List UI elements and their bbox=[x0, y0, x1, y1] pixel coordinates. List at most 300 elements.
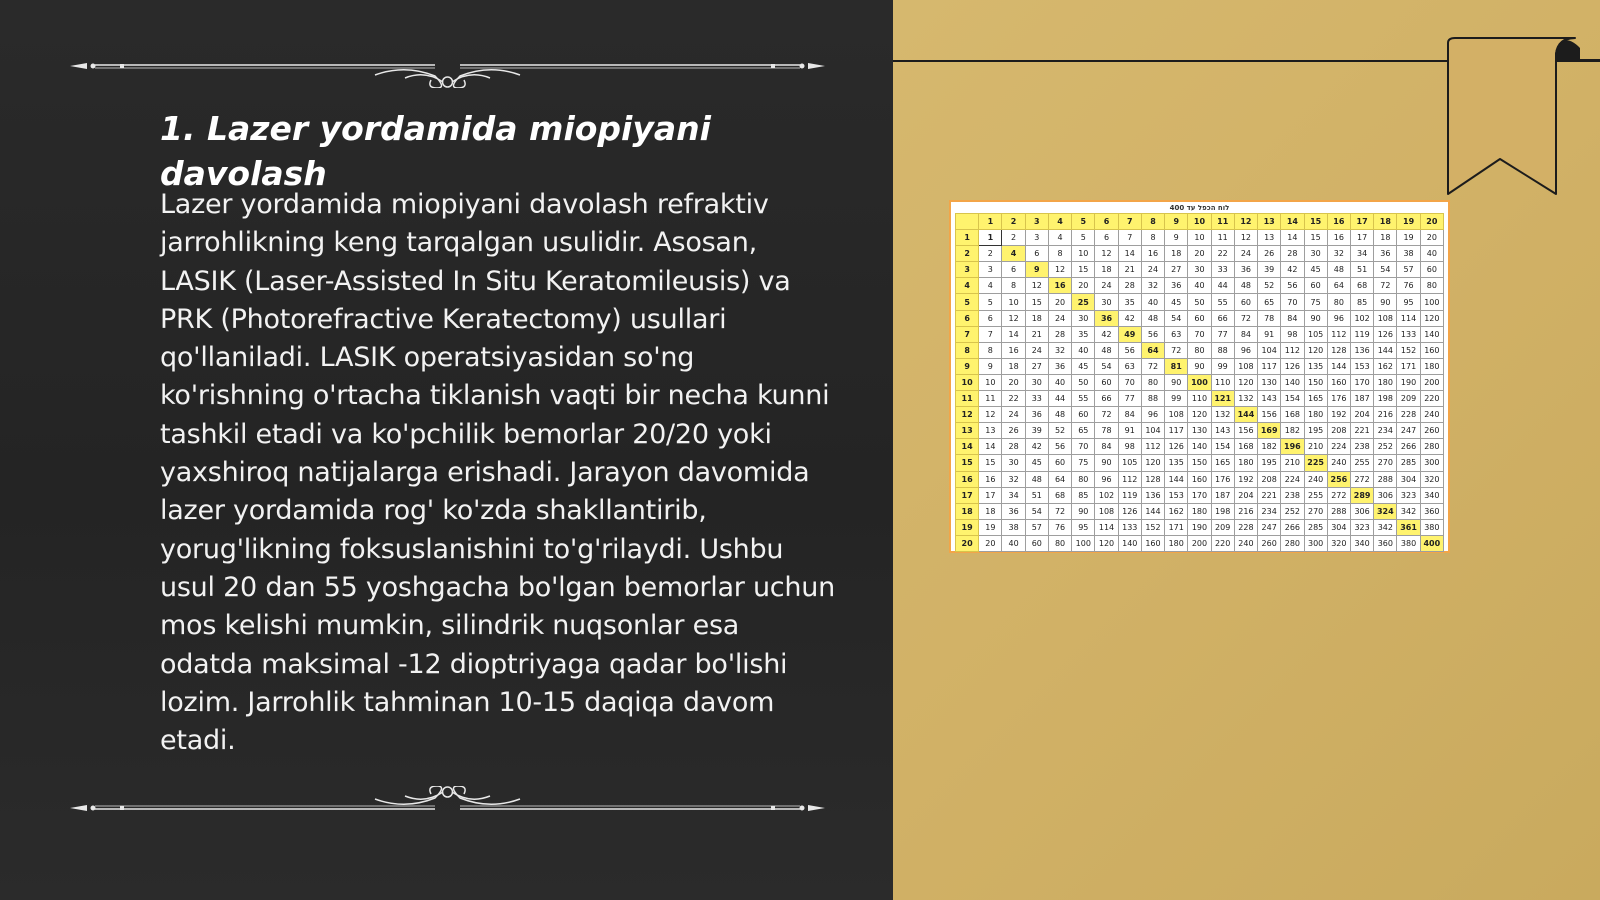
table-cell: 10 bbox=[1072, 246, 1095, 262]
table-cell: 380 bbox=[1420, 519, 1443, 535]
table-cell: 85 bbox=[1072, 487, 1095, 503]
table-cell: 154 bbox=[1211, 439, 1234, 455]
table-corner bbox=[956, 214, 979, 230]
table-cell: 17 bbox=[979, 487, 1002, 503]
table-cell: 342 bbox=[1374, 519, 1397, 535]
table-cell: 12 bbox=[1095, 246, 1118, 262]
table-cell: 80 bbox=[1048, 535, 1071, 551]
table-cell: 12 bbox=[1025, 278, 1048, 294]
table-cell: 55 bbox=[1211, 294, 1234, 310]
table-cell: 300 bbox=[1420, 455, 1443, 471]
row-header: 20 bbox=[956, 535, 979, 551]
table-cell: 256 bbox=[1327, 471, 1350, 487]
table-cell: 169 bbox=[1258, 423, 1281, 439]
row-header: 15 bbox=[956, 455, 979, 471]
table-cell: 48 bbox=[1048, 407, 1071, 423]
table-cell: 75 bbox=[1072, 455, 1095, 471]
table-cell: 16 bbox=[1002, 342, 1025, 358]
table-cell: 130 bbox=[1188, 423, 1211, 439]
table-cell: 20 bbox=[1072, 278, 1095, 294]
table-cell: 99 bbox=[1165, 391, 1188, 407]
row-header: 11 bbox=[956, 391, 979, 407]
table-cell: 143 bbox=[1211, 423, 1234, 439]
table-cell: 238 bbox=[1350, 439, 1373, 455]
table-cell: 9 bbox=[979, 358, 1002, 374]
table-cell: 50 bbox=[1072, 374, 1095, 390]
table-row bbox=[956, 391, 1444, 407]
table-cell: 14 bbox=[1002, 326, 1025, 342]
table-cell: 15 bbox=[1025, 294, 1048, 310]
table-cell: 20 bbox=[1420, 230, 1443, 246]
column-header: 1 bbox=[979, 214, 1002, 230]
table-cell: 72 bbox=[1165, 342, 1188, 358]
table-cell: 324 bbox=[1374, 503, 1397, 519]
table-cell: 144 bbox=[1141, 503, 1164, 519]
table-cell: 36 bbox=[1048, 358, 1071, 374]
table-cell: 140 bbox=[1188, 439, 1211, 455]
table-cell: 400 bbox=[1420, 535, 1443, 551]
column-header: 10 bbox=[1188, 214, 1211, 230]
table-cell: 180 bbox=[1165, 535, 1188, 551]
table-cell: 144 bbox=[1327, 358, 1350, 374]
table-cell: 108 bbox=[1374, 310, 1397, 326]
table-cell: 168 bbox=[1281, 407, 1304, 423]
table-cell: 238 bbox=[1281, 487, 1304, 503]
table-cell: 117 bbox=[1258, 358, 1281, 374]
table-cell: 42 bbox=[1025, 439, 1048, 455]
table-cell: 91 bbox=[1118, 423, 1141, 439]
table-cell: 78 bbox=[1095, 423, 1118, 439]
table-cell: 240 bbox=[1304, 471, 1327, 487]
table-cell: 40 bbox=[1072, 342, 1095, 358]
table-cell: 30 bbox=[1072, 310, 1095, 326]
table-cell: 52 bbox=[1258, 278, 1281, 294]
table-cell: 108 bbox=[1095, 503, 1118, 519]
table-cell: 17 bbox=[1350, 230, 1373, 246]
table-cell: 195 bbox=[1258, 455, 1281, 471]
table-cell: 102 bbox=[1095, 487, 1118, 503]
column-header: 8 bbox=[1141, 214, 1164, 230]
table-cell: 120 bbox=[1188, 407, 1211, 423]
table-cell: 100 bbox=[1188, 374, 1211, 390]
table-cell: 50 bbox=[1188, 294, 1211, 310]
table-cell: 15 bbox=[979, 455, 1002, 471]
table-cell: 208 bbox=[1258, 471, 1281, 487]
table-cell: 24 bbox=[1002, 407, 1025, 423]
multiplication-table-image bbox=[949, 200, 1450, 553]
row-header: 13 bbox=[956, 423, 979, 439]
table-cell: 48 bbox=[1141, 310, 1164, 326]
table-cell: 1 bbox=[979, 230, 1002, 246]
table-row bbox=[956, 278, 1444, 294]
table-cell: 136 bbox=[1350, 342, 1373, 358]
table-cell: 28 bbox=[1002, 439, 1025, 455]
row-header: 18 bbox=[956, 503, 979, 519]
table-cell: 300 bbox=[1304, 535, 1327, 551]
table-cell: 9 bbox=[1025, 262, 1048, 278]
row-header: 12 bbox=[956, 407, 979, 423]
table-cell: 35 bbox=[1072, 326, 1095, 342]
row-header: 5 bbox=[956, 294, 979, 310]
table-cell: 126 bbox=[1118, 503, 1141, 519]
column-header: 2 bbox=[1002, 214, 1025, 230]
table-cell: 180 bbox=[1374, 374, 1397, 390]
table-cell: 80 bbox=[1327, 294, 1350, 310]
table-cell: 36 bbox=[1095, 310, 1118, 326]
table-cell: 152 bbox=[1397, 342, 1420, 358]
table-cell: 24 bbox=[1095, 278, 1118, 294]
table-cell: 48 bbox=[1234, 278, 1257, 294]
table-cell: 44 bbox=[1048, 391, 1071, 407]
row-header: 4 bbox=[956, 278, 979, 294]
table-cell: 3 bbox=[979, 262, 1002, 278]
table-cell: 4 bbox=[1002, 246, 1025, 262]
table-cell: 266 bbox=[1281, 519, 1304, 535]
table-cell: 54 bbox=[1095, 358, 1118, 374]
table-row bbox=[956, 374, 1444, 390]
table-cell: 360 bbox=[1420, 503, 1443, 519]
table-row bbox=[956, 407, 1444, 423]
table-cell: 240 bbox=[1420, 407, 1443, 423]
table-row bbox=[956, 262, 1444, 278]
table-cell: 192 bbox=[1327, 407, 1350, 423]
table-cell: 9 bbox=[1165, 230, 1188, 246]
table-cell: 70 bbox=[1188, 326, 1211, 342]
table-cell: 80 bbox=[1141, 374, 1164, 390]
table-cell: 323 bbox=[1397, 487, 1420, 503]
table-cell: 252 bbox=[1281, 503, 1304, 519]
table-cell: 119 bbox=[1350, 326, 1373, 342]
table-cell: 34 bbox=[1350, 246, 1373, 262]
table-cell: 24 bbox=[1048, 310, 1071, 326]
table-cell: 112 bbox=[1281, 342, 1304, 358]
table-cell: 150 bbox=[1188, 455, 1211, 471]
table-cell: 99 bbox=[1211, 358, 1234, 374]
table-cell: 49 bbox=[1118, 326, 1141, 342]
table-cell: 288 bbox=[1327, 503, 1350, 519]
table-cell: 42 bbox=[1281, 262, 1304, 278]
table-cell: 21 bbox=[1025, 326, 1048, 342]
table-cell: 40 bbox=[1188, 278, 1211, 294]
table-cell: 7 bbox=[1118, 230, 1141, 246]
row-header: 2 bbox=[956, 246, 979, 262]
table-cell: 198 bbox=[1211, 503, 1234, 519]
table-cell: 20 bbox=[1048, 294, 1071, 310]
table-cell: 30 bbox=[1095, 294, 1118, 310]
table-cell: 132 bbox=[1234, 391, 1257, 407]
table-cell: 70 bbox=[1118, 374, 1141, 390]
row-header: 16 bbox=[956, 471, 979, 487]
table-cell: 198 bbox=[1374, 391, 1397, 407]
table-cell: 10 bbox=[1002, 294, 1025, 310]
table-cell: 156 bbox=[1258, 407, 1281, 423]
table-cell: 27 bbox=[1165, 262, 1188, 278]
table-cell: 76 bbox=[1397, 278, 1420, 294]
table-cell: 28 bbox=[1118, 278, 1141, 294]
bookmark-ribbon-icon bbox=[1430, 34, 1600, 204]
table-cell: 24 bbox=[1025, 342, 1048, 358]
table-cell: 96 bbox=[1141, 407, 1164, 423]
table-cell: 224 bbox=[1327, 439, 1350, 455]
table-cell: 255 bbox=[1350, 455, 1373, 471]
table-cell: 221 bbox=[1258, 487, 1281, 503]
table-cell: 114 bbox=[1397, 310, 1420, 326]
table-row bbox=[956, 294, 1444, 310]
table-cell: 162 bbox=[1374, 358, 1397, 374]
table-cell: 18 bbox=[1374, 230, 1397, 246]
table-cell: 56 bbox=[1281, 278, 1304, 294]
table-cell: 180 bbox=[1420, 358, 1443, 374]
table-cell: 98 bbox=[1281, 326, 1304, 342]
table-cell: 14 bbox=[1118, 246, 1141, 262]
table-cell: 8 bbox=[979, 342, 1002, 358]
table-cell: 36 bbox=[1165, 278, 1188, 294]
table-cell: 26 bbox=[1258, 246, 1281, 262]
table-cell: 24 bbox=[1234, 246, 1257, 262]
table-cell: 133 bbox=[1397, 326, 1420, 342]
table-cell: 34 bbox=[1002, 487, 1025, 503]
table-cell: 14 bbox=[1281, 230, 1304, 246]
table-cell: 76 bbox=[1048, 519, 1071, 535]
table-cell: 70 bbox=[1072, 439, 1095, 455]
table-row bbox=[956, 519, 1444, 535]
table-cell: 135 bbox=[1304, 358, 1327, 374]
table-cell: 270 bbox=[1374, 455, 1397, 471]
table-cell: 60 bbox=[1025, 535, 1048, 551]
table-cell: 95 bbox=[1072, 519, 1095, 535]
table-cell: 112 bbox=[1118, 471, 1141, 487]
table-cell: 120 bbox=[1141, 455, 1164, 471]
column-header: 15 bbox=[1304, 214, 1327, 230]
table-row bbox=[956, 230, 1444, 246]
table-cell: 20 bbox=[1002, 374, 1025, 390]
table-cell: 13 bbox=[1258, 230, 1281, 246]
table-cell: 204 bbox=[1350, 407, 1373, 423]
table-cell: 200 bbox=[1420, 374, 1443, 390]
table-cell: 4 bbox=[979, 278, 1002, 294]
table-cell: 140 bbox=[1420, 326, 1443, 342]
table-cell: 289 bbox=[1350, 487, 1373, 503]
table-cell: 160 bbox=[1188, 471, 1211, 487]
table-cell: 160 bbox=[1420, 342, 1443, 358]
table-cell: 12 bbox=[1048, 262, 1071, 278]
table-cell: 85 bbox=[1350, 294, 1373, 310]
table-cell: 30 bbox=[1304, 246, 1327, 262]
table-cell: 7 bbox=[979, 326, 1002, 342]
table-cell: 60 bbox=[1234, 294, 1257, 310]
table-cell: 3 bbox=[1025, 230, 1048, 246]
table-cell: 15 bbox=[1304, 230, 1327, 246]
table-cell: 280 bbox=[1281, 535, 1304, 551]
table-cell: 160 bbox=[1141, 535, 1164, 551]
table-cell: 28 bbox=[1281, 246, 1304, 262]
table-cell: 180 bbox=[1188, 503, 1211, 519]
table-cell: 182 bbox=[1281, 423, 1304, 439]
table-cell: 39 bbox=[1025, 423, 1048, 439]
table-cell: 228 bbox=[1397, 407, 1420, 423]
table-cell: 153 bbox=[1165, 487, 1188, 503]
table-cell: 72 bbox=[1374, 278, 1397, 294]
table-cell: 66 bbox=[1095, 391, 1118, 407]
table-cell: 40 bbox=[1048, 374, 1071, 390]
table-cell: 190 bbox=[1397, 374, 1420, 390]
column-header: 12 bbox=[1234, 214, 1257, 230]
table-cell: 260 bbox=[1420, 423, 1443, 439]
table-cell: 8 bbox=[1048, 246, 1071, 262]
table-cell: 15 bbox=[1072, 262, 1095, 278]
table-cell: 54 bbox=[1165, 310, 1188, 326]
table-cell: 19 bbox=[1397, 230, 1420, 246]
table-cell: 35 bbox=[1118, 294, 1141, 310]
table-cell: 176 bbox=[1211, 471, 1234, 487]
table-cell: 72 bbox=[1141, 358, 1164, 374]
table-cell: 51 bbox=[1025, 487, 1048, 503]
table-cell: 80 bbox=[1072, 471, 1095, 487]
table-cell: 2 bbox=[979, 246, 1002, 262]
table-cell: 120 bbox=[1304, 342, 1327, 358]
table-cell: 18 bbox=[979, 503, 1002, 519]
table-cell: 144 bbox=[1165, 471, 1188, 487]
table-cell: 80 bbox=[1420, 278, 1443, 294]
table-cell: 84 bbox=[1281, 310, 1304, 326]
table-cell: 216 bbox=[1234, 503, 1257, 519]
table-cell: 51 bbox=[1350, 262, 1373, 278]
table-cell: 18 bbox=[1095, 262, 1118, 278]
table-cell: 27 bbox=[1025, 358, 1048, 374]
table-cell: 153 bbox=[1350, 358, 1373, 374]
table-cell: 45 bbox=[1165, 294, 1188, 310]
table-cell: 180 bbox=[1234, 455, 1257, 471]
table-cell: 130 bbox=[1258, 374, 1281, 390]
table-cell: 171 bbox=[1397, 358, 1420, 374]
table-cell: 64 bbox=[1141, 342, 1164, 358]
table-cell: 144 bbox=[1234, 407, 1257, 423]
table-cell: 40 bbox=[1420, 246, 1443, 262]
column-header: 6 bbox=[1095, 214, 1118, 230]
table-cell: 200 bbox=[1188, 535, 1211, 551]
table-cell: 210 bbox=[1304, 439, 1327, 455]
table-cell: 340 bbox=[1420, 487, 1443, 503]
table-cell: 108 bbox=[1165, 407, 1188, 423]
row-header: 17 bbox=[956, 487, 979, 503]
table-cell: 342 bbox=[1397, 503, 1420, 519]
table-cell: 247 bbox=[1258, 519, 1281, 535]
table-row bbox=[956, 358, 1444, 374]
table-cell: 90 bbox=[1304, 310, 1327, 326]
table-cell: 220 bbox=[1211, 535, 1234, 551]
table-cell: 30 bbox=[1002, 455, 1025, 471]
table-cell: 190 bbox=[1188, 519, 1211, 535]
table-cell: 96 bbox=[1327, 310, 1350, 326]
table-cell: 143 bbox=[1258, 391, 1281, 407]
table-cell: 45 bbox=[1025, 455, 1048, 471]
row-header: 19 bbox=[956, 519, 979, 535]
table-cell: 40 bbox=[1002, 535, 1025, 551]
table-cell: 45 bbox=[1304, 262, 1327, 278]
table-cell: 6 bbox=[979, 310, 1002, 326]
table-cell: 288 bbox=[1374, 471, 1397, 487]
table-cell: 63 bbox=[1118, 358, 1141, 374]
table-cell: 72 bbox=[1234, 310, 1257, 326]
table-cell: 361 bbox=[1397, 519, 1420, 535]
table-cell: 380 bbox=[1397, 535, 1420, 551]
table-cell: 112 bbox=[1141, 439, 1164, 455]
table-cell: 195 bbox=[1304, 423, 1327, 439]
table-cell: 54 bbox=[1374, 262, 1397, 278]
table-cell: 81 bbox=[1165, 358, 1188, 374]
table-cell: 180 bbox=[1304, 407, 1327, 423]
table-cell: 36 bbox=[1374, 246, 1397, 262]
table-cell: 12 bbox=[979, 407, 1002, 423]
table-cell: 135 bbox=[1165, 455, 1188, 471]
table-row bbox=[956, 455, 1444, 471]
table-cell: 32 bbox=[1141, 278, 1164, 294]
multiplication-table bbox=[955, 213, 1444, 552]
table-cell: 60 bbox=[1095, 374, 1118, 390]
row-header: 8 bbox=[956, 342, 979, 358]
table-cell: 272 bbox=[1327, 487, 1350, 503]
table-cell: 98 bbox=[1118, 439, 1141, 455]
column-header: 14 bbox=[1281, 214, 1304, 230]
table-cell: 154 bbox=[1281, 391, 1304, 407]
table-row bbox=[956, 439, 1444, 455]
table-cell: 56 bbox=[1141, 326, 1164, 342]
table-cell: 6 bbox=[1025, 246, 1048, 262]
ornamental-divider-icon bbox=[65, 786, 830, 826]
table-cell: 38 bbox=[1002, 519, 1025, 535]
table-cell: 66 bbox=[1211, 310, 1234, 326]
table-cell: 132 bbox=[1211, 407, 1234, 423]
table-cell: 140 bbox=[1281, 374, 1304, 390]
table-cell: 60 bbox=[1304, 278, 1327, 294]
table-cell: 285 bbox=[1304, 519, 1327, 535]
table-cell: 28 bbox=[1048, 326, 1071, 342]
table-cell: 126 bbox=[1281, 358, 1304, 374]
table-cell: 63 bbox=[1165, 326, 1188, 342]
table-cell: 320 bbox=[1420, 471, 1443, 487]
table-cell: 187 bbox=[1350, 391, 1373, 407]
table-cell: 216 bbox=[1374, 407, 1397, 423]
table-cell: 102 bbox=[1350, 310, 1373, 326]
table-cell: 156 bbox=[1234, 423, 1257, 439]
table-cell: 70 bbox=[1281, 294, 1304, 310]
table-cell: 11 bbox=[979, 391, 1002, 407]
row-header: 6 bbox=[956, 310, 979, 326]
table-row bbox=[956, 326, 1444, 342]
table-cell: 209 bbox=[1397, 391, 1420, 407]
table-cell: 170 bbox=[1350, 374, 1373, 390]
table-cell: 90 bbox=[1072, 503, 1095, 519]
table-cell: 90 bbox=[1188, 358, 1211, 374]
table-cell: 110 bbox=[1188, 391, 1211, 407]
table-cell: 48 bbox=[1095, 342, 1118, 358]
table-cell: 77 bbox=[1118, 391, 1141, 407]
table-cell: 234 bbox=[1374, 423, 1397, 439]
table-cell: 42 bbox=[1118, 310, 1141, 326]
table-cell: 240 bbox=[1327, 455, 1350, 471]
table-cell: 260 bbox=[1258, 535, 1281, 551]
table-cell: 360 bbox=[1374, 535, 1397, 551]
table-cell: 54 bbox=[1025, 503, 1048, 519]
table-cell: 44 bbox=[1211, 278, 1234, 294]
table-cell: 140 bbox=[1118, 535, 1141, 551]
table-cell: 33 bbox=[1211, 262, 1234, 278]
table-cell: 88 bbox=[1211, 342, 1234, 358]
table-cell: 60 bbox=[1072, 407, 1095, 423]
table-row bbox=[956, 535, 1444, 551]
table-cell: 104 bbox=[1141, 423, 1164, 439]
row-header: 10 bbox=[956, 374, 979, 390]
